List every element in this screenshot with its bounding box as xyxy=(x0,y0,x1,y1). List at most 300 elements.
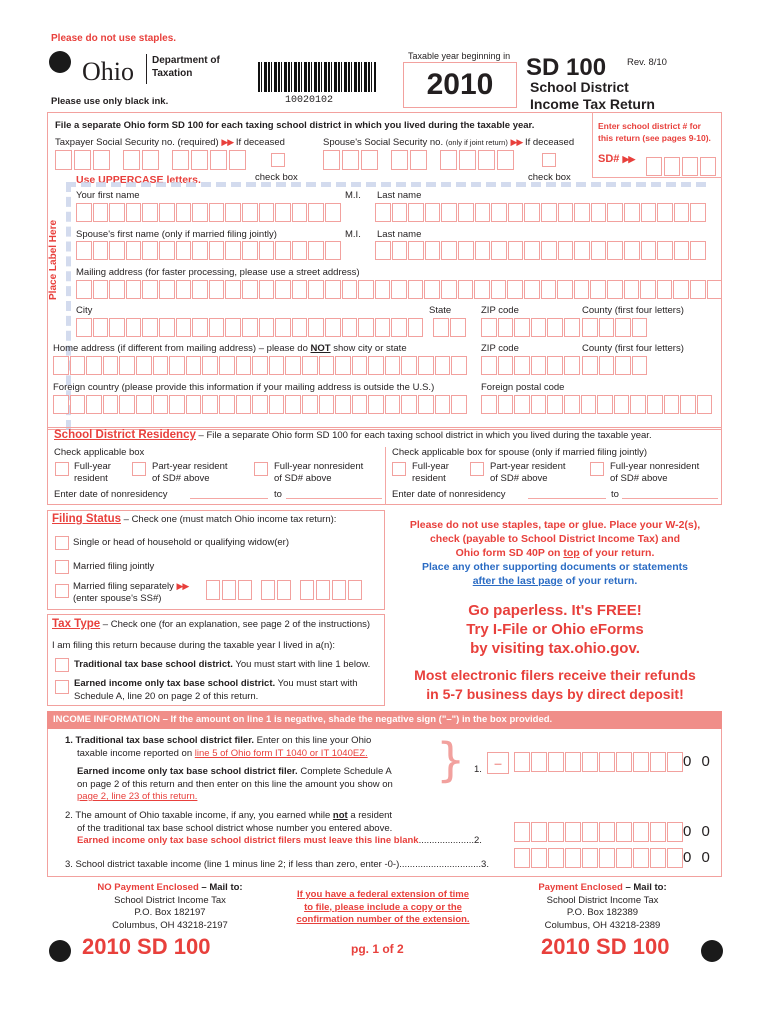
home-zip-boxes[interactable] xyxy=(481,356,580,375)
char-box[interactable] xyxy=(531,318,547,337)
char-box[interactable] xyxy=(308,203,324,222)
char-box[interactable] xyxy=(418,395,434,414)
char-box[interactable] xyxy=(136,356,152,375)
part-year-resident-checkbox[interactable] xyxy=(132,462,146,476)
char-box[interactable] xyxy=(498,356,514,375)
char-box[interactable] xyxy=(531,356,547,375)
line1-amount-boxes[interactable] xyxy=(514,752,683,772)
foreign-postal-boxes[interactable] xyxy=(481,395,712,414)
char-box[interactable] xyxy=(582,848,598,868)
spouse-first-name-boxes[interactable] xyxy=(76,241,341,260)
char-box[interactable] xyxy=(259,241,275,260)
line3-amount-boxes[interactable] xyxy=(514,848,683,868)
taxpayer-deceased-checkbox[interactable] xyxy=(271,153,285,167)
char-box[interactable] xyxy=(368,395,384,414)
char-box[interactable] xyxy=(558,241,574,260)
char-box[interactable] xyxy=(275,203,291,222)
char-box[interactable] xyxy=(391,280,407,299)
char-box[interactable] xyxy=(524,241,540,260)
char-box[interactable] xyxy=(498,318,514,337)
char-box[interactable] xyxy=(142,318,158,337)
char-box[interactable] xyxy=(458,203,474,222)
char-box[interactable] xyxy=(547,395,563,414)
char-box[interactable] xyxy=(614,395,630,414)
spouse-last-name-boxes[interactable] xyxy=(375,241,706,260)
char-box[interactable] xyxy=(581,395,597,414)
earned-income-checkbox[interactable] xyxy=(55,680,69,694)
char-box[interactable] xyxy=(474,280,490,299)
char-box[interactable] xyxy=(582,822,598,842)
char-box[interactable] xyxy=(259,203,275,222)
char-box[interactable] xyxy=(697,395,713,414)
char-box[interactable] xyxy=(433,318,449,337)
char-box[interactable] xyxy=(202,395,218,414)
char-box[interactable] xyxy=(269,356,285,375)
char-box[interactable] xyxy=(103,395,119,414)
char-box[interactable] xyxy=(269,395,285,414)
char-box[interactable] xyxy=(690,280,706,299)
foreign-country-boxes[interactable] xyxy=(53,395,467,414)
char-box[interactable] xyxy=(615,318,631,337)
char-box[interactable] xyxy=(325,203,341,222)
mailing-address-boxes[interactable] xyxy=(76,280,722,299)
char-box[interactable] xyxy=(408,203,424,222)
char-box[interactable] xyxy=(225,203,241,222)
married-jointly-checkbox[interactable] xyxy=(55,560,69,574)
char-box[interactable] xyxy=(292,241,308,260)
char-box[interactable] xyxy=(441,241,457,260)
char-box[interactable] xyxy=(70,356,86,375)
char-box[interactable] xyxy=(632,356,648,375)
char-box[interactable] xyxy=(93,318,109,337)
char-box[interactable] xyxy=(574,203,590,222)
tax-year-box[interactable] xyxy=(403,62,517,108)
home-county-boxes[interactable] xyxy=(582,356,647,375)
char-box[interactable] xyxy=(441,280,457,299)
char-box[interactable] xyxy=(153,356,169,375)
char-box[interactable] xyxy=(667,752,683,772)
char-box[interactable] xyxy=(514,356,530,375)
state-boxes[interactable] xyxy=(433,318,466,337)
char-box[interactable] xyxy=(109,203,125,222)
char-box[interactable] xyxy=(53,395,69,414)
char-box[interactable] xyxy=(582,318,598,337)
char-box[interactable] xyxy=(674,241,690,260)
char-box[interactable] xyxy=(225,280,241,299)
char-box[interactable] xyxy=(690,203,706,222)
char-box[interactable] xyxy=(325,241,341,260)
char-box[interactable] xyxy=(599,318,615,337)
char-box[interactable] xyxy=(335,395,351,414)
char-box[interactable] xyxy=(408,280,424,299)
char-box[interactable] xyxy=(342,318,358,337)
char-box[interactable] xyxy=(547,318,563,337)
single-checkbox[interactable] xyxy=(55,536,69,550)
char-box[interactable] xyxy=(259,318,275,337)
char-box[interactable] xyxy=(599,356,615,375)
page-number: pg. 1 of 2 xyxy=(351,942,404,956)
char-box[interactable] xyxy=(548,822,564,842)
char-box[interactable] xyxy=(408,241,424,260)
char-box[interactable] xyxy=(202,356,218,375)
char-box[interactable] xyxy=(292,203,308,222)
char-box[interactable] xyxy=(186,356,202,375)
char-box[interactable] xyxy=(641,241,657,260)
char-box[interactable] xyxy=(368,356,384,375)
char-box[interactable] xyxy=(86,356,102,375)
county-boxes[interactable] xyxy=(582,318,647,337)
char-box[interactable] xyxy=(650,848,666,868)
full-year-resident-checkbox[interactable] xyxy=(55,462,69,476)
full-year-nonresident-checkbox[interactable] xyxy=(254,462,268,476)
char-box[interactable] xyxy=(514,822,530,842)
char-box[interactable] xyxy=(209,241,225,260)
char-box[interactable] xyxy=(401,356,417,375)
city-boxes[interactable] xyxy=(76,318,423,337)
char-box[interactable] xyxy=(633,752,649,772)
char-box[interactable] xyxy=(252,395,268,414)
char-box[interactable] xyxy=(491,241,507,260)
char-box[interactable] xyxy=(514,848,530,868)
char-box[interactable] xyxy=(126,318,142,337)
char-box[interactable] xyxy=(531,848,547,868)
char-box[interactable] xyxy=(425,203,441,222)
char-box[interactable] xyxy=(441,203,457,222)
char-box[interactable] xyxy=(169,395,185,414)
char-box[interactable] xyxy=(657,280,673,299)
char-box[interactable] xyxy=(219,395,235,414)
char-box[interactable] xyxy=(531,395,547,414)
char-box[interactable] xyxy=(481,356,497,375)
char-box[interactable] xyxy=(664,395,680,414)
char-box[interactable] xyxy=(640,280,656,299)
char-box[interactable] xyxy=(86,395,102,414)
char-box[interactable] xyxy=(401,395,417,414)
char-box[interactable] xyxy=(375,318,391,337)
char-box[interactable] xyxy=(547,356,563,375)
spouse-ss-boxes[interactable] xyxy=(206,580,362,600)
char-box[interactable] xyxy=(335,356,351,375)
char-box[interactable] xyxy=(385,395,401,414)
char-box[interactable] xyxy=(159,203,175,222)
char-box[interactable] xyxy=(491,280,507,299)
char-box[interactable] xyxy=(76,241,92,260)
char-box[interactable] xyxy=(392,241,408,260)
char-box[interactable] xyxy=(582,356,598,375)
char-box[interactable] xyxy=(119,356,135,375)
char-box[interactable] xyxy=(582,752,598,772)
char-box[interactable] xyxy=(209,318,225,337)
check-spouse-label: Check applicable box for spouse (only if married filing jointly) xyxy=(392,447,648,458)
char-box[interactable] xyxy=(507,280,523,299)
char-box[interactable] xyxy=(607,241,623,260)
char-box[interactable] xyxy=(450,318,466,337)
line2-description: 2. The amount of Ohio taxable income, if any, you earned while not a resident of the traditional tax base school district whose number you entered above. Earned income only tax base school district filers must leave this line blank.....................2. xyxy=(65,810,482,846)
char-box[interactable] xyxy=(616,822,632,842)
full-year-resident-label: Full-year resident xyxy=(74,461,111,484)
char-box[interactable] xyxy=(126,241,142,260)
char-box[interactable] xyxy=(176,241,192,260)
char-box[interactable] xyxy=(514,395,530,414)
char-box[interactable] xyxy=(667,848,683,868)
char-box[interactable] xyxy=(514,752,530,772)
char-box[interactable] xyxy=(275,241,291,260)
taxable-year-label: Taxable year beginning in xyxy=(408,51,511,61)
char-box[interactable] xyxy=(616,752,632,772)
char-box[interactable] xyxy=(541,203,557,222)
char-box[interactable] xyxy=(325,280,341,299)
char-box[interactable] xyxy=(242,241,258,260)
char-box[interactable] xyxy=(667,822,683,842)
char-box[interactable] xyxy=(650,752,666,772)
char-box[interactable] xyxy=(475,203,491,222)
char-box[interactable] xyxy=(53,356,69,375)
char-box[interactable] xyxy=(591,203,607,222)
char-box[interactable] xyxy=(565,752,581,772)
foreign-postal-label: Foreign postal code xyxy=(481,382,565,393)
char-box[interactable] xyxy=(176,318,192,337)
char-box[interactable] xyxy=(209,280,225,299)
char-box[interactable] xyxy=(630,395,646,414)
line2-cents: 0 0 xyxy=(683,823,713,840)
char-box[interactable] xyxy=(292,280,308,299)
char-box[interactable] xyxy=(93,280,109,299)
married-separately-checkbox[interactable] xyxy=(55,584,69,598)
char-box[interactable] xyxy=(352,356,368,375)
line2-amount-boxes[interactable] xyxy=(514,822,683,842)
char-box[interactable] xyxy=(375,241,391,260)
last-name-boxes[interactable] xyxy=(375,203,706,222)
revision: Rev. 8/10 xyxy=(627,57,667,68)
form-name: SD 100 xyxy=(526,54,607,81)
char-box[interactable] xyxy=(308,318,324,337)
char-box[interactable] xyxy=(616,848,632,868)
char-box[interactable] xyxy=(252,356,268,375)
char-box[interactable] xyxy=(435,356,451,375)
char-box[interactable] xyxy=(259,280,275,299)
char-box[interactable] xyxy=(176,203,192,222)
char-box[interactable] xyxy=(632,318,648,337)
char-box[interactable] xyxy=(657,203,673,222)
spouse-full-year-nonresident-label: Full-year nonresident of SD# above xyxy=(610,461,700,484)
char-box[interactable] xyxy=(109,318,125,337)
char-box[interactable] xyxy=(524,203,540,222)
char-box[interactable] xyxy=(76,318,92,337)
char-box[interactable] xyxy=(508,203,524,222)
char-box[interactable] xyxy=(475,241,491,260)
char-box[interactable] xyxy=(624,241,640,260)
char-box[interactable] xyxy=(109,280,125,299)
char-box[interactable] xyxy=(70,395,86,414)
char-box[interactable] xyxy=(673,280,689,299)
char-box[interactable] xyxy=(565,822,581,842)
sd-number-boxes[interactable] xyxy=(646,157,716,176)
char-box[interactable] xyxy=(308,280,324,299)
char-box[interactable] xyxy=(93,241,109,260)
char-box[interactable] xyxy=(136,395,152,414)
char-box[interactable] xyxy=(591,241,607,260)
char-box[interactable] xyxy=(76,203,92,222)
first-name-boxes[interactable] xyxy=(76,203,341,222)
char-box[interactable] xyxy=(624,280,640,299)
char-box[interactable] xyxy=(564,356,580,375)
char-box[interactable] xyxy=(418,356,434,375)
ohio-logo: Ohio Department of Taxation xyxy=(82,55,220,86)
char-box[interactable] xyxy=(103,356,119,375)
char-box[interactable] xyxy=(425,241,441,260)
char-box[interactable] xyxy=(514,318,530,337)
char-box[interactable] xyxy=(650,822,666,842)
negative-sign-box[interactable]: – xyxy=(487,752,509,774)
char-box[interactable] xyxy=(599,848,615,868)
char-box[interactable] xyxy=(548,848,564,868)
char-box[interactable] xyxy=(541,241,557,260)
char-box[interactable] xyxy=(302,395,318,414)
char-box[interactable] xyxy=(308,241,324,260)
char-box[interactable] xyxy=(615,356,631,375)
char-box[interactable] xyxy=(242,318,258,337)
home-zip-label: ZIP code xyxy=(481,343,519,354)
char-box[interactable] xyxy=(391,318,407,337)
char-box[interactable] xyxy=(574,280,590,299)
char-box[interactable] xyxy=(558,203,574,222)
char-box[interactable] xyxy=(690,241,706,260)
char-box[interactable] xyxy=(574,241,590,260)
char-box[interactable] xyxy=(319,395,335,414)
char-box[interactable] xyxy=(375,203,391,222)
char-box[interactable] xyxy=(498,395,514,414)
spouse-full-year-nonresident-checkbox[interactable] xyxy=(590,462,604,476)
char-box[interactable] xyxy=(186,395,202,414)
char-box[interactable] xyxy=(325,318,341,337)
char-box[interactable] xyxy=(242,203,258,222)
char-box[interactable] xyxy=(548,752,564,772)
char-box[interactable] xyxy=(481,395,497,414)
char-box[interactable] xyxy=(126,203,142,222)
char-box[interactable] xyxy=(192,280,208,299)
char-box[interactable] xyxy=(275,318,291,337)
char-box[interactable] xyxy=(192,241,208,260)
char-box[interactable] xyxy=(342,280,358,299)
tax-type-header: Tax Type – Check one (for an explanation, see page 2 of the instructions) xyxy=(52,618,371,630)
char-box[interactable] xyxy=(352,395,368,414)
char-box[interactable] xyxy=(292,318,308,337)
char-box[interactable] xyxy=(392,203,408,222)
char-box[interactable] xyxy=(599,822,615,842)
char-box[interactable] xyxy=(633,848,649,868)
char-box[interactable] xyxy=(524,280,540,299)
char-box[interactable] xyxy=(209,203,225,222)
char-box[interactable] xyxy=(531,752,547,772)
char-box[interactable] xyxy=(93,203,109,222)
char-box[interactable] xyxy=(624,203,640,222)
char-box[interactable] xyxy=(319,356,335,375)
char-box[interactable] xyxy=(408,318,424,337)
spouse-ssn-boxes[interactable] xyxy=(323,150,514,170)
char-box[interactable] xyxy=(159,241,175,260)
char-box[interactable] xyxy=(302,356,318,375)
taxpayer-ssn-boxes[interactable] xyxy=(55,150,246,170)
spouse-deceased-checkbox[interactable] xyxy=(542,153,556,167)
char-box[interactable] xyxy=(458,280,474,299)
char-box[interactable] xyxy=(599,752,615,772)
char-box[interactable] xyxy=(375,280,391,299)
form-id-left: 2010 SD 100 xyxy=(82,934,211,959)
char-box[interactable] xyxy=(590,280,606,299)
char-box[interactable] xyxy=(481,318,497,337)
char-box[interactable] xyxy=(424,280,440,299)
char-box[interactable] xyxy=(126,280,142,299)
char-box[interactable] xyxy=(641,203,657,222)
char-box[interactable] xyxy=(633,822,649,842)
char-box[interactable] xyxy=(142,203,158,222)
char-box[interactable] xyxy=(225,241,241,260)
barcode-number: 10020102 xyxy=(285,95,334,106)
char-box[interactable] xyxy=(192,203,208,222)
char-box[interactable] xyxy=(385,356,401,375)
char-box[interactable] xyxy=(153,395,169,414)
char-box[interactable] xyxy=(119,395,135,414)
char-box[interactable] xyxy=(541,280,557,299)
char-box[interactable] xyxy=(242,280,258,299)
char-box[interactable] xyxy=(285,395,301,414)
char-box[interactable] xyxy=(508,241,524,260)
char-box[interactable] xyxy=(564,318,580,337)
char-box[interactable] xyxy=(597,395,613,414)
char-box[interactable] xyxy=(458,241,474,260)
home-address-boxes[interactable] xyxy=(53,356,467,375)
char-box[interactable] xyxy=(236,395,252,414)
char-box[interactable] xyxy=(707,280,723,299)
char-box[interactable] xyxy=(176,280,192,299)
char-box[interactable] xyxy=(192,318,208,337)
zip-boxes[interactable] xyxy=(481,318,580,337)
char-box[interactable] xyxy=(607,280,623,299)
spouse-full-year-resident-checkbox[interactable] xyxy=(392,462,406,476)
char-box[interactable] xyxy=(657,241,673,260)
char-box[interactable] xyxy=(275,280,291,299)
char-box[interactable] xyxy=(531,822,547,842)
traditional-checkbox[interactable] xyxy=(55,658,69,672)
char-box[interactable] xyxy=(451,395,467,414)
char-box[interactable] xyxy=(358,318,374,337)
char-box[interactable] xyxy=(680,395,696,414)
char-box[interactable] xyxy=(159,280,175,299)
char-box[interactable] xyxy=(76,280,92,299)
spouse-part-year-resident-checkbox[interactable] xyxy=(470,462,484,476)
char-box[interactable] xyxy=(607,203,623,222)
char-box[interactable] xyxy=(285,356,301,375)
char-box[interactable] xyxy=(159,318,175,337)
char-box[interactable] xyxy=(647,395,663,414)
char-box[interactable] xyxy=(565,848,581,868)
char-box[interactable] xyxy=(557,280,573,299)
char-box[interactable] xyxy=(451,356,467,375)
char-box[interactable] xyxy=(491,203,507,222)
char-box[interactable] xyxy=(169,356,185,375)
char-box[interactable] xyxy=(109,241,125,260)
char-box[interactable] xyxy=(236,356,252,375)
char-box[interactable] xyxy=(142,280,158,299)
char-box[interactable] xyxy=(142,241,158,260)
char-box[interactable] xyxy=(435,395,451,414)
char-box[interactable] xyxy=(219,356,235,375)
form-id-right: 2010 SD 100 xyxy=(541,934,670,959)
char-box[interactable] xyxy=(225,318,241,337)
char-box[interactable] xyxy=(358,280,374,299)
char-box[interactable] xyxy=(564,395,580,414)
char-box[interactable] xyxy=(674,203,690,222)
